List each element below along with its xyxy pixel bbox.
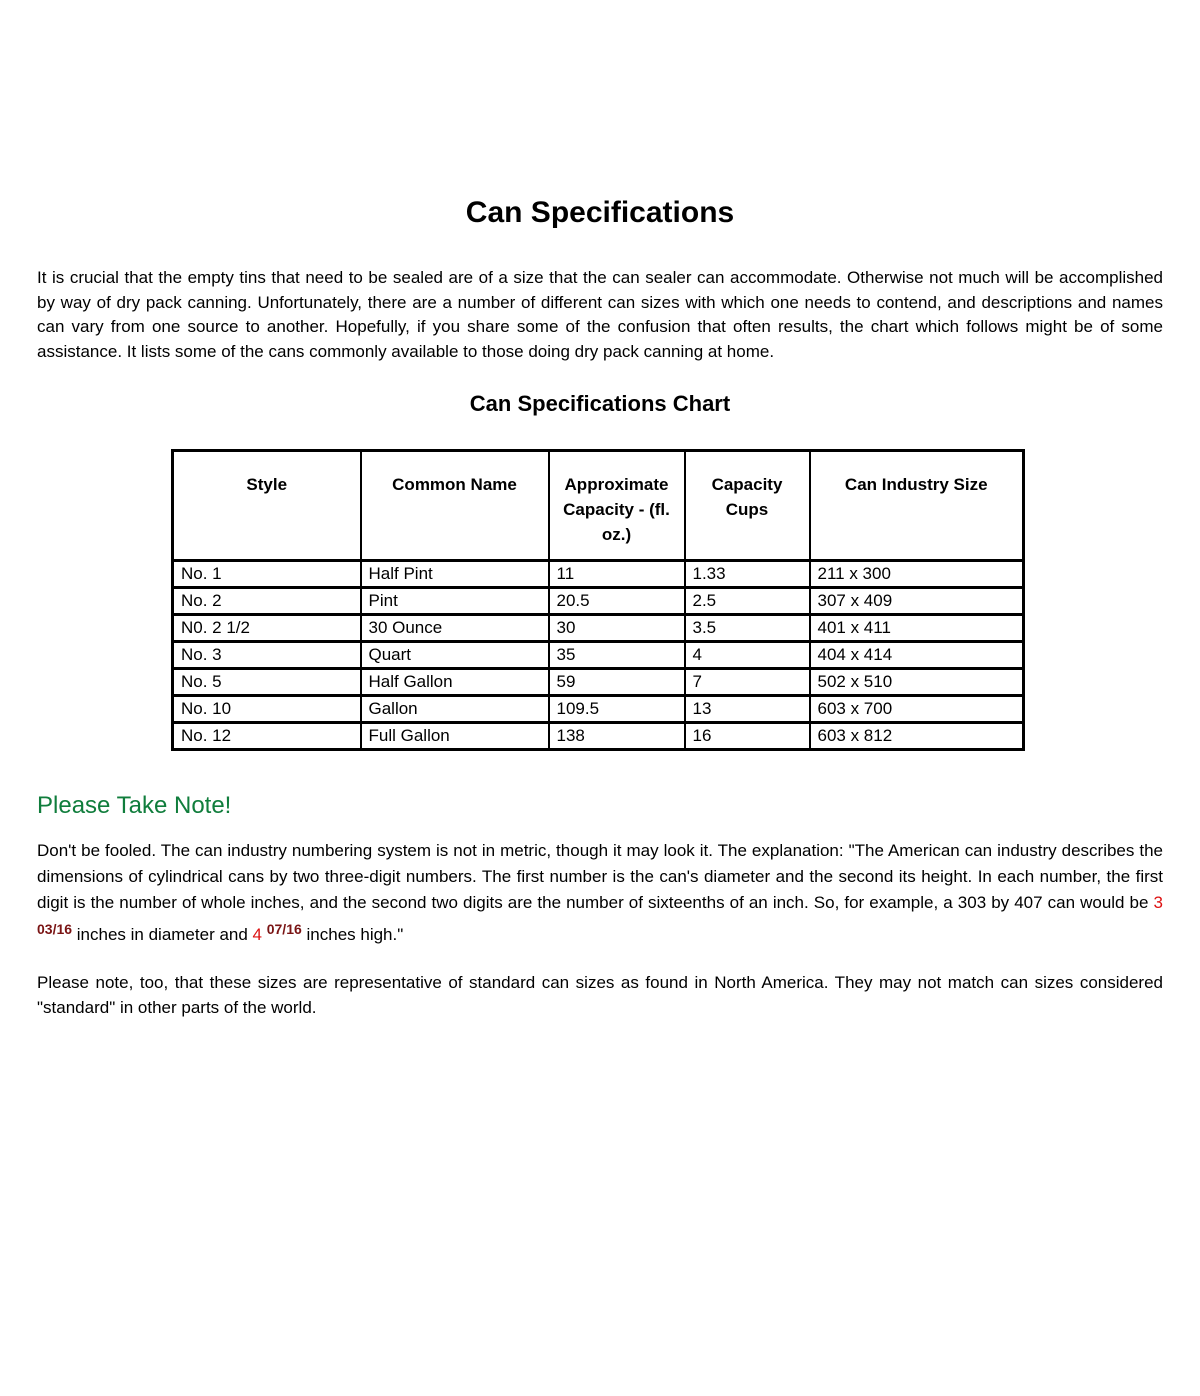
closing-paragraph: Please note, too, that these sizes are representative of standard can sizes as found in North America. They may not match can sizes considered "standard" in other parts of the world. — [37, 973, 1163, 1017]
cell-capacity-cups: 1.33 — [685, 561, 810, 588]
cell-industry-size: 603 x 812 — [810, 723, 1024, 750]
cell-common-name: Half Pint — [361, 561, 549, 588]
column-header-can-industry-size: Can Industry Size — [810, 451, 1024, 561]
table-row — [173, 615, 1024, 642]
cell-style: No. 3 — [173, 642, 361, 669]
table-row — [173, 669, 1024, 696]
note-text-tail: inches high." — [301, 925, 404, 944]
red-number-diameter: 3 — [1153, 893, 1163, 912]
column-header-style: Style — [173, 451, 361, 561]
cell-industry-size: 404 x 414 — [810, 642, 1024, 669]
table-row — [173, 588, 1024, 615]
page-title: Can Specifications — [465, 196, 735, 229]
cell-common-name: Half Gallon — [361, 669, 549, 696]
table-header-row — [173, 451, 1024, 561]
fraction-superscript-diameter: 03/16 — [37, 921, 73, 937]
cell-common-name: 30 Ounce — [361, 615, 549, 642]
cell-capacity-floz: 109.5 — [549, 696, 685, 723]
cell-industry-size: 603 x 700 — [810, 696, 1024, 723]
cell-capacity-floz: 138 — [549, 723, 685, 750]
table-row — [173, 696, 1024, 723]
fraction-superscript-height: 07/16 — [266, 921, 302, 937]
cell-capacity-cups: 13 — [685, 696, 810, 723]
column-header-common-name: Common Name — [361, 451, 549, 561]
note-text-lead: Don't be fooled. The can industry numbering system is not in metric, though it may look it. The explanation: "The American can industry describes the dimensions of cylindrical cans by two three-digit numbers. The first number is the can's diameter and the second its height. In each number, the first digit is the number of whole inches, and the second two digits are the number of sixteenths of an inch. So, for example, a 303 by 407 can would be — [37, 841, 1163, 912]
cell-common-name: Gallon — [361, 696, 549, 723]
table-row — [173, 723, 1024, 750]
cell-capacity-floz: 59 — [549, 669, 685, 696]
cell-style: No. 12 — [173, 723, 361, 750]
note-text-middle: inches in diameter and — [72, 925, 253, 944]
cell-industry-size: 211 x 300 — [810, 561, 1024, 588]
cell-capacity-floz: 20.5 — [549, 588, 685, 615]
cell-style: No. 1 — [173, 561, 361, 588]
column-header-capacity-cups: Capacity Cups — [685, 451, 810, 561]
intro-paragraph: It is crucial that the empty tins that need to be sealed are of a size that the can sealer can accommodate. Otherwise not much will be accomplished by way of dry pack canning. Unfortunately, there are a number of different can sizes with which one needs to contend, and descriptions and names can vary from one source to another. Hopefully, if you share some of the confusion that often results, the chart which follows might be of some assistance. It lists some of the cans commonly available to those doing dry pack canning at home. — [37, 268, 1163, 361]
cell-capacity-floz: 11 — [549, 561, 685, 588]
cell-capacity-cups: 7 — [685, 669, 810, 696]
can-specifications-table — [171, 449, 1025, 751]
cell-common-name: Full Gallon — [361, 723, 549, 750]
table-row — [173, 561, 1024, 588]
cell-style: No. 2 — [173, 588, 361, 615]
cell-capacity-cups: 16 — [685, 723, 810, 750]
cell-capacity-floz: 30 — [549, 615, 685, 642]
cell-style: No. 5 — [173, 669, 361, 696]
cell-capacity-floz: 35 — [549, 642, 685, 669]
red-number-height: 4 — [252, 925, 267, 944]
cell-style: No. 10 — [173, 696, 361, 723]
cell-style: N0. 2 1/2 — [173, 615, 361, 642]
cell-common-name: Quart — [361, 642, 549, 669]
document-page — [0, 196, 1200, 1020]
chart-section-title: Can Specifications Chart — [469, 391, 731, 416]
note-paragraph — [37, 838, 1163, 948]
cell-industry-size: 401 x 411 — [810, 615, 1024, 642]
cell-capacity-cups: 4 — [685, 642, 810, 669]
note-heading: Please Take Note! — [37, 792, 232, 819]
cell-capacity-cups: 2.5 — [685, 588, 810, 615]
column-header-approximate-capacity: Approximate Capacity - (fl. oz.) — [549, 451, 685, 561]
cell-capacity-cups: 3.5 — [685, 615, 810, 642]
table-row — [173, 642, 1024, 669]
cell-industry-size: 307 x 409 — [810, 588, 1024, 615]
cell-industry-size: 502 x 510 — [810, 669, 1024, 696]
cell-common-name: Pint — [361, 588, 549, 615]
